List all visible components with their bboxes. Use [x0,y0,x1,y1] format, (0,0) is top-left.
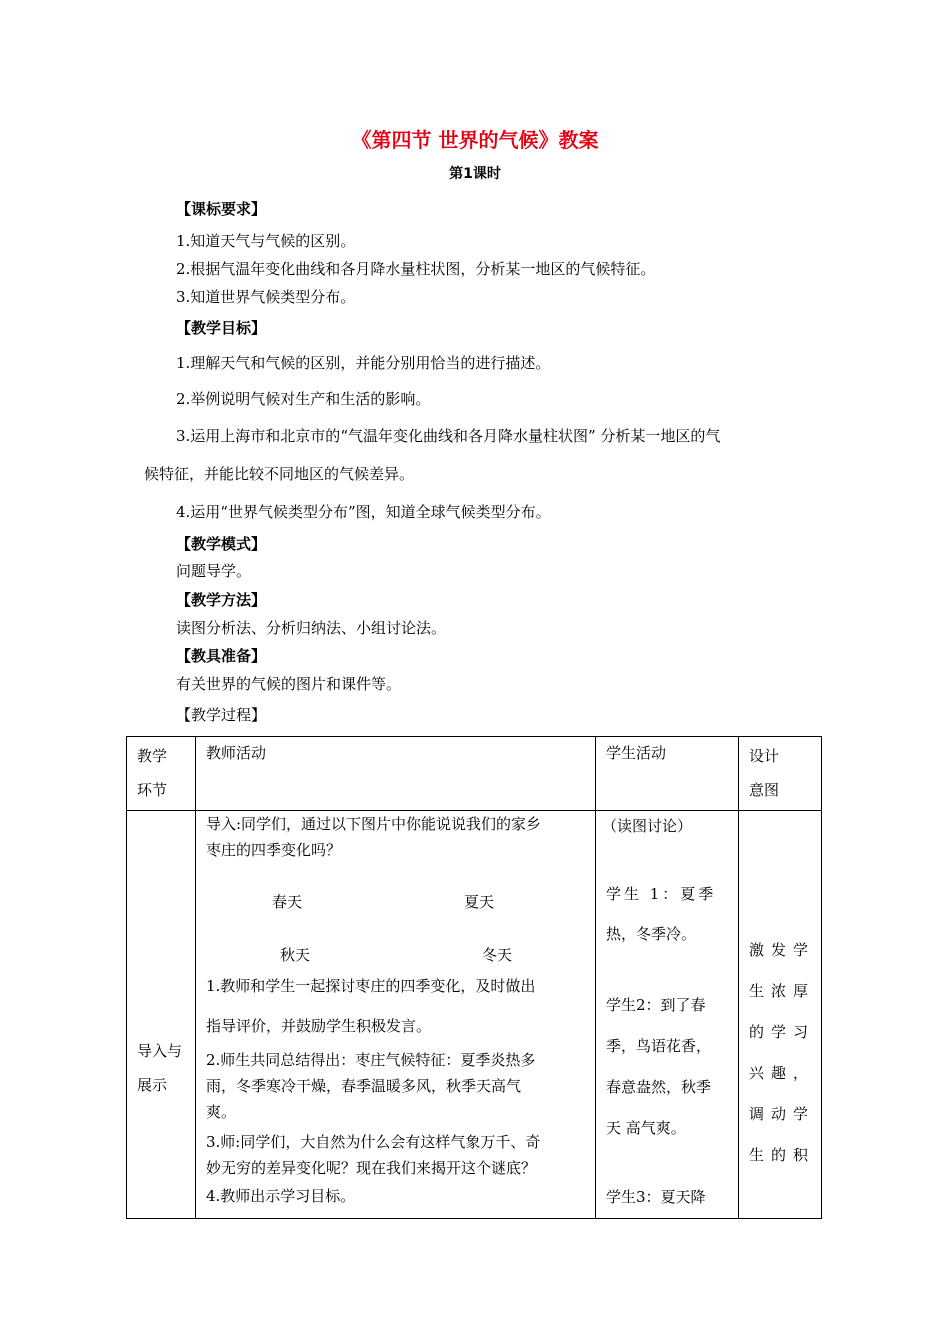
header-stage-line-2: 环节 [137,781,168,799]
teacher-p2-line-1: 2.师生共同总结得出：枣庄气候特征：夏季炎热多 [206,1051,536,1069]
season-summer: 夏天 [464,893,495,911]
stage-line-1: 导入与 [137,1042,183,1060]
design-line-4: 兴趣， [749,1064,816,1082]
teacher-p3-line-1: 3.师:同学们，大自然为什么会有这样气象万千、奇 [206,1133,541,1151]
teacher-p2-line-2: 雨，冬季寒冷干燥，春季温暖多风，秋季天高气 [206,1077,522,1095]
student-3-line-1: 学生3：夏天降 [606,1188,706,1206]
goals-heading: 【教学目标】 [176,319,267,337]
process-table [126,736,822,1219]
method-text: 读图分析法、分析归纳法、小组讨论法。 [176,619,447,637]
teacher-p1-line-1: 1.教师和学生一起探讨枣庄的四季变化，及时做出 [206,977,536,995]
mode-heading: 【教学模式】 [176,535,267,553]
goals-item-2: 2.举例说明气候对生产和生活的影响。 [176,390,431,408]
goals-item-1: 1.理解天气和气候的区别，并能分别用恰当的进行描述。 [176,354,551,372]
curriculum-heading: 【课标要求】 [176,200,267,218]
header-student [596,737,739,811]
curriculum-item-3: 3.知道世界气候类型分布。 [176,288,356,306]
teacher-p3-line-2: 妙无穷的差异变化呢？现在我们来揭开这个谜底？ [206,1159,537,1177]
student-2-line-4: 天 高气爽。 [606,1119,686,1137]
design-line-1: 激发学 [749,941,816,959]
teacher-p4: 4.教师出示学习目标。 [206,1187,356,1205]
curriculum-item-1: 1.知道天气与气候的区别。 [176,232,356,250]
header-design-line-1: 设计 [749,747,780,765]
design-line-6: 生的积 [749,1146,816,1164]
teacher-intro-line-1: 导入:同学们，通过以下图片中你能说说我们的家乡 [206,815,542,833]
mode-text: 问题导学。 [176,562,252,580]
student-1-line-1: 学生 1：夏季 [606,885,717,903]
document-title: 《第四节 世界的气候》教案 [351,128,599,152]
stage-cell [127,811,196,1219]
header-design-line-2: 意图 [749,781,780,799]
design-intent-cell [739,811,822,1219]
teacher-p1-line-2: 指导评价，并鼓励学生积极发言。 [206,1017,432,1035]
design-line-2: 生浓厚 [749,982,816,1000]
season-autumn: 秋天 [280,946,311,964]
table-row [127,811,822,1219]
header-teacher-label: 教师活动 [206,744,267,762]
design-line-3: 的学习 [749,1023,816,1041]
header-teacher [196,737,596,811]
tools-heading: 【教具准备】 [176,647,267,665]
goals-item-3-line-1: 3.运用上海市和北京市的“气温年变化曲线和各月降水量柱状图” 分析某一地区的气 [176,427,721,445]
goals-item-3-line-2: 候特征，并能比较不同地区的气候差异。 [144,465,415,483]
tools-text: 有关世界的气候的图片和课件等。 [176,675,402,693]
design-line-5: 调动学 [749,1105,816,1123]
teacher-intro-line-2: 枣庄的四季变化吗？ [206,841,342,859]
header-stage-line-1: 教学 [137,747,168,765]
goals-item-4: 4.运用“世界气候类型分布”图，知道全球气候类型分布。 [176,503,551,521]
header-stage [127,737,196,811]
method-heading: 【教学方法】 [176,591,267,609]
teacher-p2-line-3: 爽。 [206,1103,237,1121]
student-2-line-2: 季，鸟语花香， [606,1037,712,1055]
season-winter: 冬天 [482,946,513,964]
student-discuss: （读图讨论） [602,817,693,835]
teacher-activity-cell [196,811,596,1219]
header-design [739,737,822,811]
header-student-label: 学生活动 [606,744,667,762]
stage-line-2: 展示 [137,1076,168,1094]
student-2-line-3: 春意盎然，秋季 [606,1078,712,1096]
student-2-line-1: 学生2：到了春 [606,996,706,1014]
curriculum-item-2: 2.根据气温年变化曲线和各月降水量柱状图，分析某一地区的气候特征。 [176,260,656,278]
student-1-line-2: 热，冬季冷。 [606,925,697,943]
season-spring: 春天 [272,893,303,911]
student-activity-cell [596,811,739,1219]
process-heading: 【教学过程】 [176,706,267,724]
document-subtitle: 第1课时 [449,166,501,182]
table-header-row [127,737,822,811]
